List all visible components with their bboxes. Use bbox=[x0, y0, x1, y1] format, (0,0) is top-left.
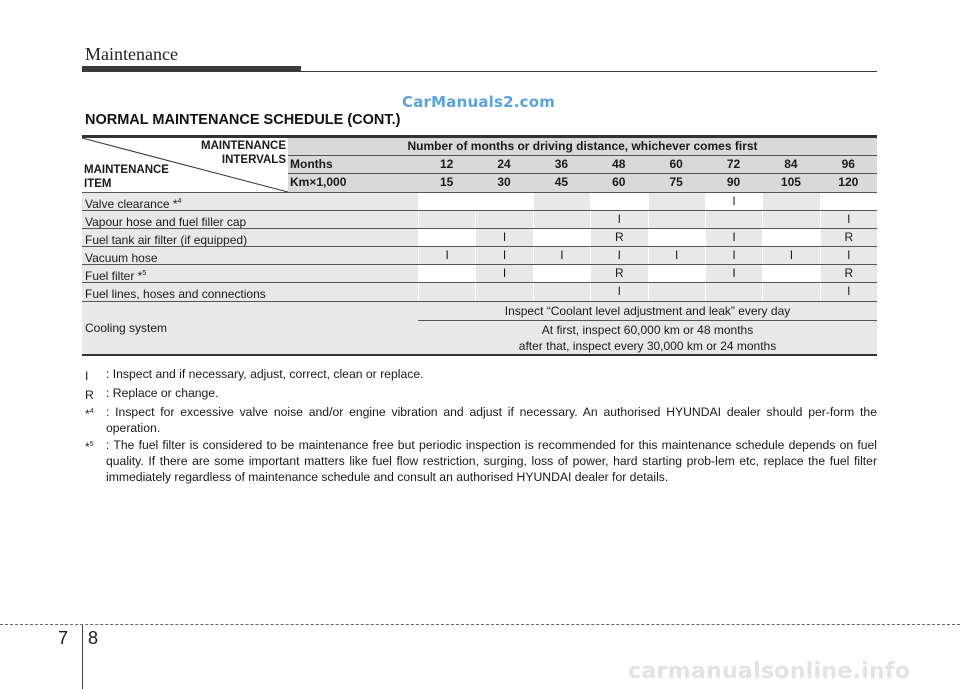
schedule-cell bbox=[475, 193, 532, 210]
row-item-label: Fuel tank air filter (if equipped) bbox=[82, 229, 418, 246]
note-text: : Inspect for excessive valve noise and/or engine vibration and adjust if necessary. An authorised HYUNDAI dealer should per-form the operation. bbox=[106, 405, 877, 436]
corner-intervals-label-2: INTERVALS bbox=[221, 154, 286, 166]
schedule-cell bbox=[648, 211, 705, 228]
schedule-cell: I bbox=[705, 229, 762, 246]
schedule-cell bbox=[648, 229, 705, 246]
months-value: 72 bbox=[726, 157, 741, 171]
note-item bbox=[85, 437, 877, 485]
km-header-row bbox=[288, 173, 877, 192]
schedule-cell bbox=[762, 265, 819, 282]
km-value: 30 bbox=[497, 175, 511, 189]
note-item bbox=[85, 404, 877, 436]
note-key: *$^4$ bbox=[85, 407, 94, 422]
schedule-cell: I bbox=[475, 265, 532, 282]
months-value: 96 bbox=[841, 157, 855, 171]
km-value: 90 bbox=[726, 175, 741, 189]
schedule-cell: I bbox=[705, 247, 762, 264]
schedule-cell: R bbox=[590, 265, 647, 282]
months-value: 48 bbox=[612, 157, 626, 171]
table-bottom-rule bbox=[82, 354, 877, 356]
row-item-label: Vapour hose and fuel filler cap bbox=[82, 211, 418, 228]
schedule-cell: I bbox=[475, 229, 532, 246]
km-value: 75 bbox=[669, 175, 683, 189]
schedule-row-fuel-lines bbox=[82, 282, 877, 301]
schedule-row-fuel-tank-air-filter bbox=[82, 228, 877, 246]
note-text: : Inspect and if necessary, adjust, correct, clean or replace. bbox=[106, 367, 424, 381]
schedule-cell bbox=[762, 193, 819, 210]
schedule-cell bbox=[418, 193, 475, 210]
km-label: Km×1,000 bbox=[290, 175, 347, 189]
schedule-cell bbox=[418, 265, 475, 282]
watermark-bottom[interactable]: carmanualsonline.info bbox=[628, 659, 911, 684]
corner-intervals-label-1: MAINTENANCE bbox=[201, 140, 286, 152]
schedule-cell bbox=[590, 193, 647, 210]
note-key: *$^5$ bbox=[85, 440, 94, 455]
schedule-cell bbox=[705, 283, 762, 301]
note-text: : Replace or change. bbox=[106, 386, 219, 401]
schedule-cell: I bbox=[820, 211, 877, 228]
table-corner-header bbox=[82, 138, 288, 192]
schedule-cell: I bbox=[418, 247, 475, 264]
months-value: 84 bbox=[784, 157, 798, 171]
footer-divider bbox=[82, 625, 83, 689]
note-key: I bbox=[85, 369, 89, 384]
km-value: 120 bbox=[838, 175, 859, 189]
schedule-cell: I bbox=[705, 193, 762, 210]
corner-item-label-1: MAINTENANCE bbox=[84, 164, 169, 176]
schedule-cell: I bbox=[820, 283, 877, 301]
corner-item-label-2: ITEM bbox=[84, 178, 112, 190]
schedule-row-vacuum-hose bbox=[82, 246, 877, 264]
schedule-cell: I bbox=[648, 247, 705, 264]
header-rule-thin bbox=[301, 71, 877, 72]
schedule-row-vapour-hose bbox=[82, 210, 877, 228]
km-value: 15 bbox=[440, 175, 454, 189]
km-value: 45 bbox=[554, 175, 569, 189]
note-item bbox=[85, 366, 877, 384]
table-header-band: Number of months or driving distance, whichever comes first bbox=[288, 138, 877, 155]
schedule-cell bbox=[475, 211, 532, 228]
note-key: R bbox=[85, 388, 94, 403]
months-label: Months bbox=[290, 157, 333, 171]
row-item-label: Fuel lines, hoses and connections bbox=[82, 283, 418, 301]
schedule-cell bbox=[533, 211, 590, 228]
km-value: 60 bbox=[612, 175, 626, 189]
schedule-cell bbox=[533, 283, 590, 301]
schedule-cell: I bbox=[820, 247, 877, 264]
schedule-cell: I bbox=[705, 265, 762, 282]
row-item-label: Valve clearance *$^4$ bbox=[82, 193, 418, 210]
schedule-cell: I bbox=[590, 283, 647, 301]
cooling-system-label: Cooling system bbox=[82, 301, 418, 354]
header-rule-thick bbox=[82, 66, 301, 72]
schedule-cell: I bbox=[533, 247, 590, 264]
months-value: 12 bbox=[440, 157, 454, 171]
cooling-interval-line-1: At first, inspect 60,000 km or 48 months bbox=[541, 323, 754, 337]
note-text: : The fuel filter is considered to be maintenance free but periodic inspection is recommended for this maintenance schedule depends on fuel quality. If there are some important matters like fuel flow restriction, surging, loss of power, hard starting prob-lem etc, replace the fuel filter immediately regardless of maintenance schedule and consult an authorised HYUNDAI dealer for details. bbox=[106, 438, 877, 485]
schedule-cell: I bbox=[590, 211, 647, 228]
schedule-cell: I bbox=[590, 247, 647, 264]
schedule-cell bbox=[648, 193, 705, 210]
schedule-cell: I bbox=[475, 247, 532, 264]
schedule-cell: R bbox=[820, 265, 877, 282]
schedule-cell bbox=[648, 283, 705, 301]
schedule-cell bbox=[762, 211, 819, 228]
cooling-daily-inspection: Inspect “Coolant level adjustment and leak” every day bbox=[418, 301, 877, 320]
schedule-cell bbox=[762, 283, 819, 301]
note-item bbox=[85, 385, 877, 403]
schedule-row-valve-clearance bbox=[82, 192, 877, 210]
schedule-cell bbox=[418, 229, 475, 246]
schedule-cell bbox=[705, 211, 762, 228]
cooling-interval-line-2: after that, inspect every 30,000 km or 24 months bbox=[518, 339, 777, 353]
schedule-cell bbox=[418, 211, 475, 228]
schedule-cell bbox=[820, 193, 877, 210]
chapter-number: 7 bbox=[58, 628, 69, 648]
schedule-cell: I bbox=[762, 247, 819, 264]
watermark-top[interactable]: CarManuals2.com bbox=[402, 93, 556, 111]
schedule-cell bbox=[533, 193, 590, 210]
page-number: 8 bbox=[88, 628, 99, 648]
page-header-title: Maintenance bbox=[85, 44, 178, 64]
schedule-cell bbox=[533, 229, 590, 246]
months-value: 36 bbox=[554, 157, 569, 171]
months-value: 60 bbox=[669, 157, 683, 171]
section-title: NORMAL MAINTENANCE SCHEDULE (CONT.) bbox=[85, 112, 401, 128]
months-header-row bbox=[288, 155, 877, 174]
schedule-cell bbox=[418, 283, 475, 301]
notes-section bbox=[85, 366, 877, 486]
footer-dashed-rule bbox=[0, 624, 960, 625]
row-item-label: Fuel filter *$^5$ bbox=[82, 265, 418, 282]
row-item-label: Vacuum hose bbox=[82, 247, 418, 264]
schedule-cell: R bbox=[820, 229, 877, 246]
months-value: 24 bbox=[497, 157, 511, 171]
schedule-cell bbox=[475, 283, 532, 301]
cooling-interval-inspection bbox=[418, 320, 877, 354]
km-value: 105 bbox=[780, 175, 801, 189]
schedule-cell bbox=[648, 265, 705, 282]
schedule-cell bbox=[762, 229, 819, 246]
schedule-row-fuel-filter bbox=[82, 264, 877, 282]
schedule-cell bbox=[533, 265, 590, 282]
schedule-cell: R bbox=[590, 229, 647, 246]
